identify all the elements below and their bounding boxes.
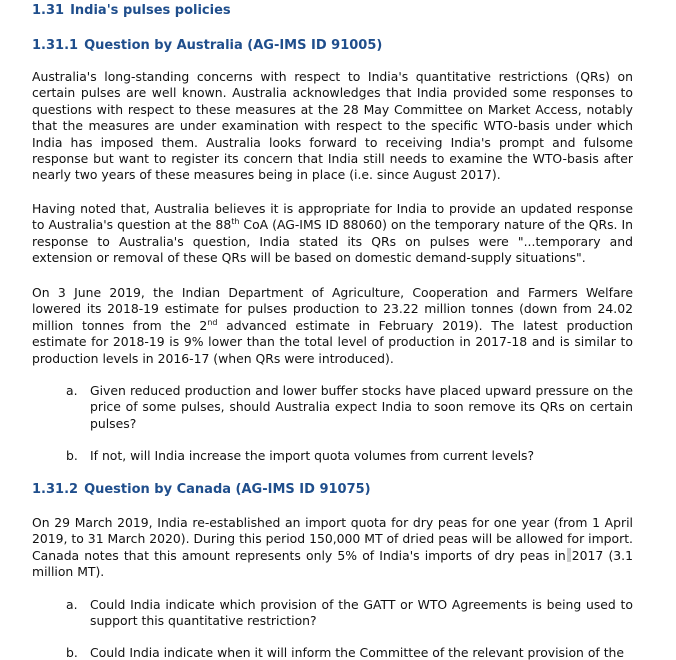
list-marker: a.	[66, 383, 78, 398]
subsection-number: 1.31.1	[32, 38, 79, 53]
section-title: India's pulses policies	[70, 3, 231, 18]
list-marker: b.	[66, 645, 78, 660]
list-item-text: Could India indicate when it will inform the Committee of the relevant provision of the	[90, 645, 625, 660]
subsection-heading-canada	[32, 482, 371, 497]
paragraph-australia-concerns: Australia's long-standing concerns with respect to India's quantitative restrictions (QRs) on certain pulses are well known. Australia acknowledges that India provided some responses to questions with respect to these measures at the 28 May Committee on Market Access, notably that the measures are under examination with respect to the specific WTO-basis under which India has imposed them. Australia looks forward to receiving India's prompt and fulsome response but want to register its concern that India still needs to examine the WTO-basis after nearly two years of these measures being in place (i.e. since August 2017).	[32, 69, 633, 183]
paragraph-text: On 3 June 2019, the Indian Department of Agriculture, Cooperation and Farmers Welfare lowered its 2018-19 estimate for pulses production to 23.22 million tonnes (down from 24.02 million tonnes from the 2	[32, 285, 633, 333]
list-item	[66, 645, 633, 660]
ordinal-superscript: th	[231, 217, 240, 227]
paragraph-text: On 29 March 2019, India re-established an import quota for dry peas for one year (from 1 April 2019, to 31 March 2020). During this period 150,000 MT of dried peas will be allowed for import. Canada notes that this amount represents only 5% of India's imports of dry peas in	[32, 515, 633, 563]
subsection-title: Question by Australia (AG-IMS ID 91005)	[84, 38, 383, 53]
paragraph-text: Having noted that, Australia believes it is appropriate for India to provide an updated response to Australia's question at the 88	[32, 201, 633, 233]
subsection-title: Question by Canada (AG-IMS ID 91075)	[84, 482, 371, 497]
paragraph-updated-response	[32, 201, 633, 267]
paragraph-import-quota	[32, 515, 633, 581]
list-item-text: Given reduced production and lower buffer stocks have placed upward pressure on the price of some pulses, should Australia expect India to soon remove its QRs on certain pulses?	[90, 383, 633, 431]
section-heading	[32, 3, 231, 18]
subsection-number: 1.31.2	[32, 482, 79, 497]
list-item-text: Could India indicate which provision of the GATT or WTO Agreements is being used to support this quantitative restriction?	[90, 597, 633, 629]
list-item	[66, 383, 633, 432]
paragraph-text: 2017 (3.1 million MT).	[32, 547, 633, 580]
section-number: 1.31	[32, 3, 65, 18]
list-item	[66, 448, 633, 464]
list-item	[66, 597, 633, 630]
subsection-heading-australia	[32, 38, 382, 53]
list-item-text: If not, will India increase the import quota volumes from current levels?	[90, 448, 535, 463]
text-cursor	[567, 548, 571, 562]
ordinal-superscript: nd	[207, 317, 218, 327]
list-marker: b.	[66, 448, 78, 463]
paragraph-text: CoA (AG-IMS ID 88060) on the temporary nature of the QRs. In response to Australia's question, India stated its QRs on pulses were "...temporary and extension or removal of these QRs will be based on domestic demand-supply situations".	[32, 217, 633, 266]
paragraph-production-estimate	[32, 285, 633, 367]
paragraph-text: advanced estimate in February 2019). The latest production estimate for 2018-19 is 9% lower than the total level of production in 2017-18 and is similar to production levels in 2016-17 (when QRs were introduced).	[32, 317, 633, 366]
list-marker: a.	[66, 597, 78, 612]
